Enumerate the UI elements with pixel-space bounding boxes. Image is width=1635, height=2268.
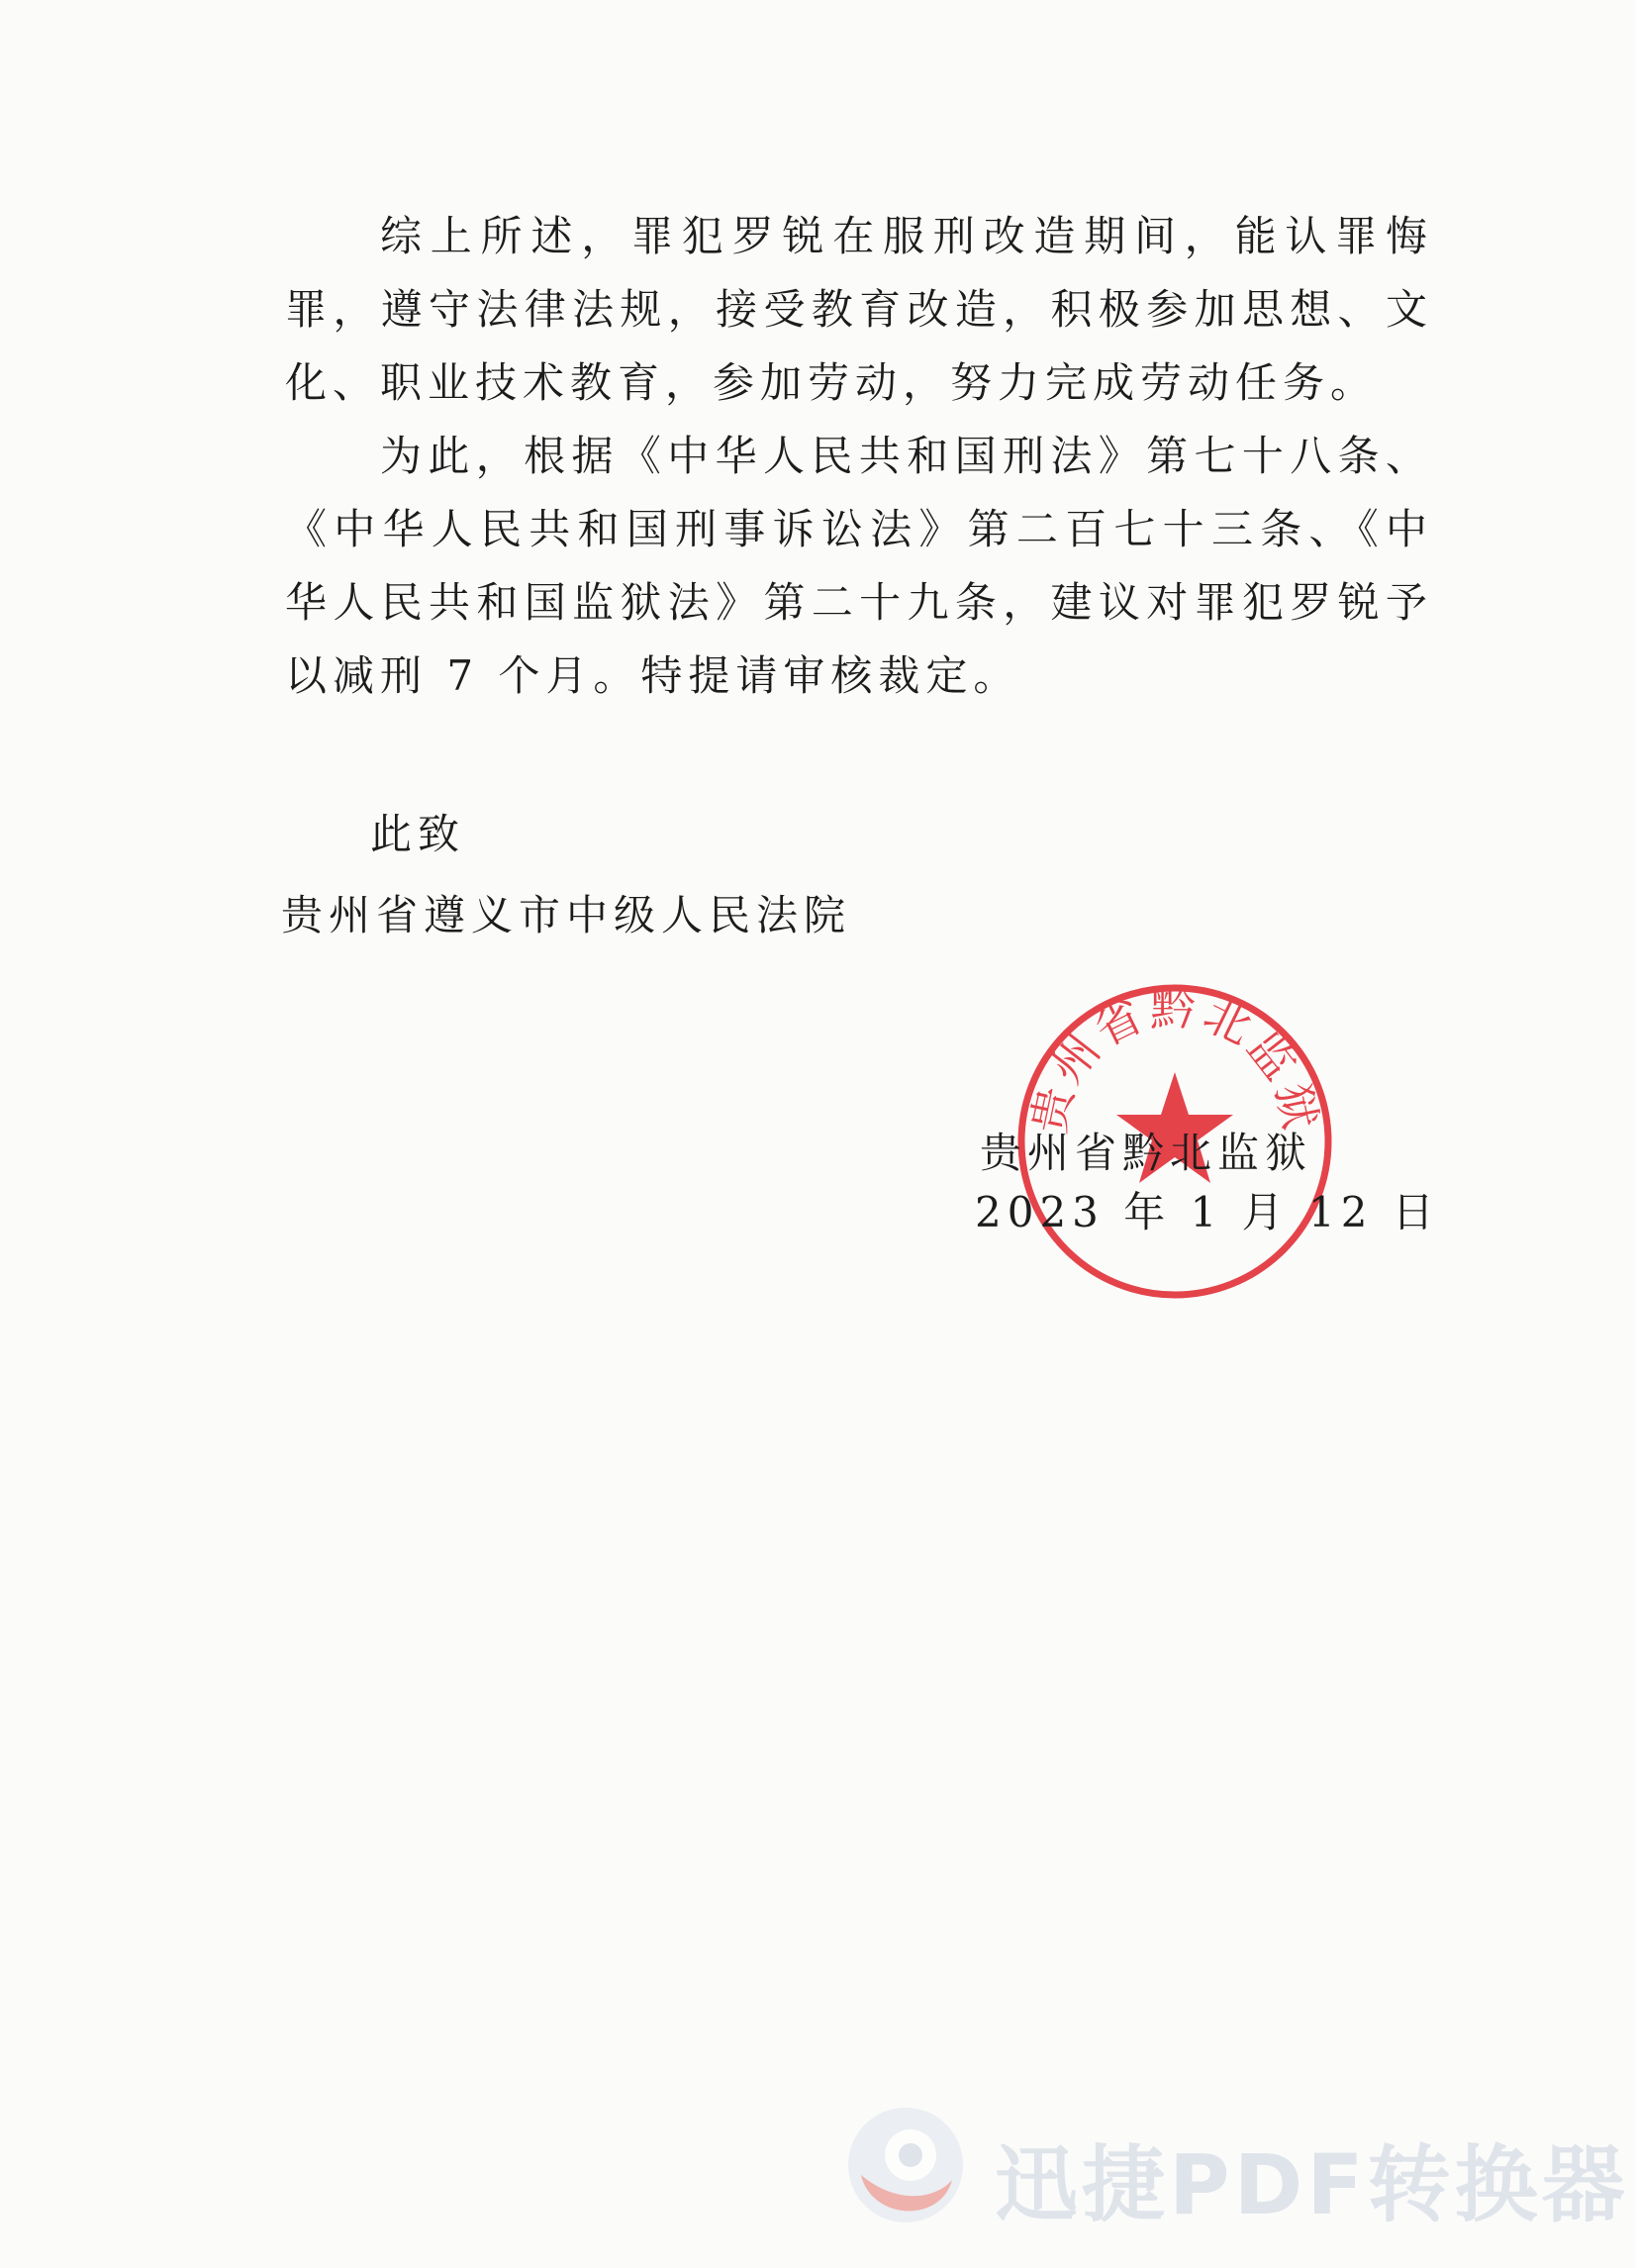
document-body [285,200,1433,713]
greeting: 此致 [370,810,466,858]
body-paragraph-summary: 综上所述，罪犯罗锐在服刑改造期间，能认罪悔罪，遵守法律法规，接受教育改造，积极参加思想、文化、职业技术教育，参加劳动，努力完成劳动任务。 [285,212,1433,407]
body-paragraph-proposal: 为此，根据《中华人民共和国刑法》第七十八条、《中华人民共和国刑事诉讼法》第二百七十三条、《中华人民共和国监狱法》第二十九条，建议对罪犯罗锐予以减刑 7 个月。特提请审核裁定。 [285,432,1433,700]
watermark-text: 迅捷PDF转换器 [995,2136,1629,2233]
signature-date: 2023 年 1 月 12 日 [975,1188,1440,1236]
watermark-logo-icon [841,2101,970,2229]
recipient: 贵州省遵义市中级人民法院 [281,891,852,939]
seal-text: 贵州省黔北监狱 [1021,982,1328,1138]
watermark [841,2101,1629,2233]
signature-organization: 贵州省黔北监狱 [980,1129,1313,1177]
